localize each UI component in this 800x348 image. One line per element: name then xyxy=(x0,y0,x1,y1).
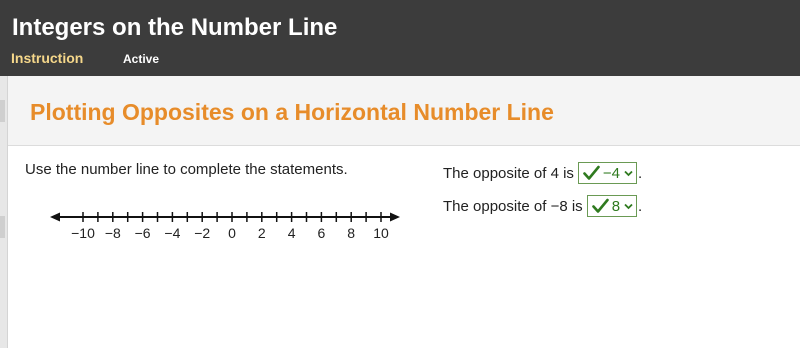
number-line-label: 0 xyxy=(228,225,236,241)
right-arrow-icon xyxy=(390,213,400,222)
tab-instruction[interactable]: Instruction xyxy=(11,50,84,66)
number-line-label: 2 xyxy=(257,225,266,241)
left-strip-notch xyxy=(0,216,5,238)
number-line-label: 8 xyxy=(347,225,356,241)
app-title: Integers on the Number Line xyxy=(12,14,338,41)
number-line-label: 6 xyxy=(317,225,326,241)
number-line-label: −6 xyxy=(134,225,151,241)
statement-1 xyxy=(443,162,642,184)
answer-dropdown-1-value: −4 xyxy=(602,164,621,182)
number-line xyxy=(48,203,418,243)
panel-header xyxy=(8,76,800,146)
chevron-down-icon xyxy=(624,170,633,177)
content-panel xyxy=(8,76,800,348)
answer-dropdown-2-value: 8 xyxy=(611,197,621,215)
number-line-label: −4 xyxy=(164,225,181,241)
number-line-label: −10 xyxy=(71,225,95,241)
check-icon xyxy=(583,165,600,181)
statement-1-text: The opposite of 4 is xyxy=(443,164,574,182)
page-title: Plotting Opposites on a Horizontal Number Line xyxy=(30,99,554,125)
tab-active[interactable]: Active xyxy=(123,52,160,66)
answer-dropdown-1[interactable] xyxy=(578,162,637,184)
number-line-label: 10 xyxy=(373,225,389,241)
chevron-down-icon xyxy=(624,203,633,210)
top-bar xyxy=(0,0,800,76)
instruction-text: Use the number line to complete the statements. xyxy=(25,161,348,178)
statement-2-text: The opposite of −8 is xyxy=(443,197,583,215)
check-icon xyxy=(592,198,609,214)
statement-1-period: . xyxy=(638,164,643,182)
statement-2-period: . xyxy=(638,197,643,215)
number-line-label: −8 xyxy=(104,225,121,241)
number-line-label: −2 xyxy=(194,225,211,241)
answer-dropdown-2[interactable] xyxy=(587,195,637,217)
number-line-label: 4 xyxy=(287,225,296,241)
left-arrow-icon xyxy=(50,213,60,222)
left-scroll-strip xyxy=(0,76,8,348)
left-strip-notch xyxy=(0,100,5,122)
statement-2 xyxy=(443,195,642,217)
